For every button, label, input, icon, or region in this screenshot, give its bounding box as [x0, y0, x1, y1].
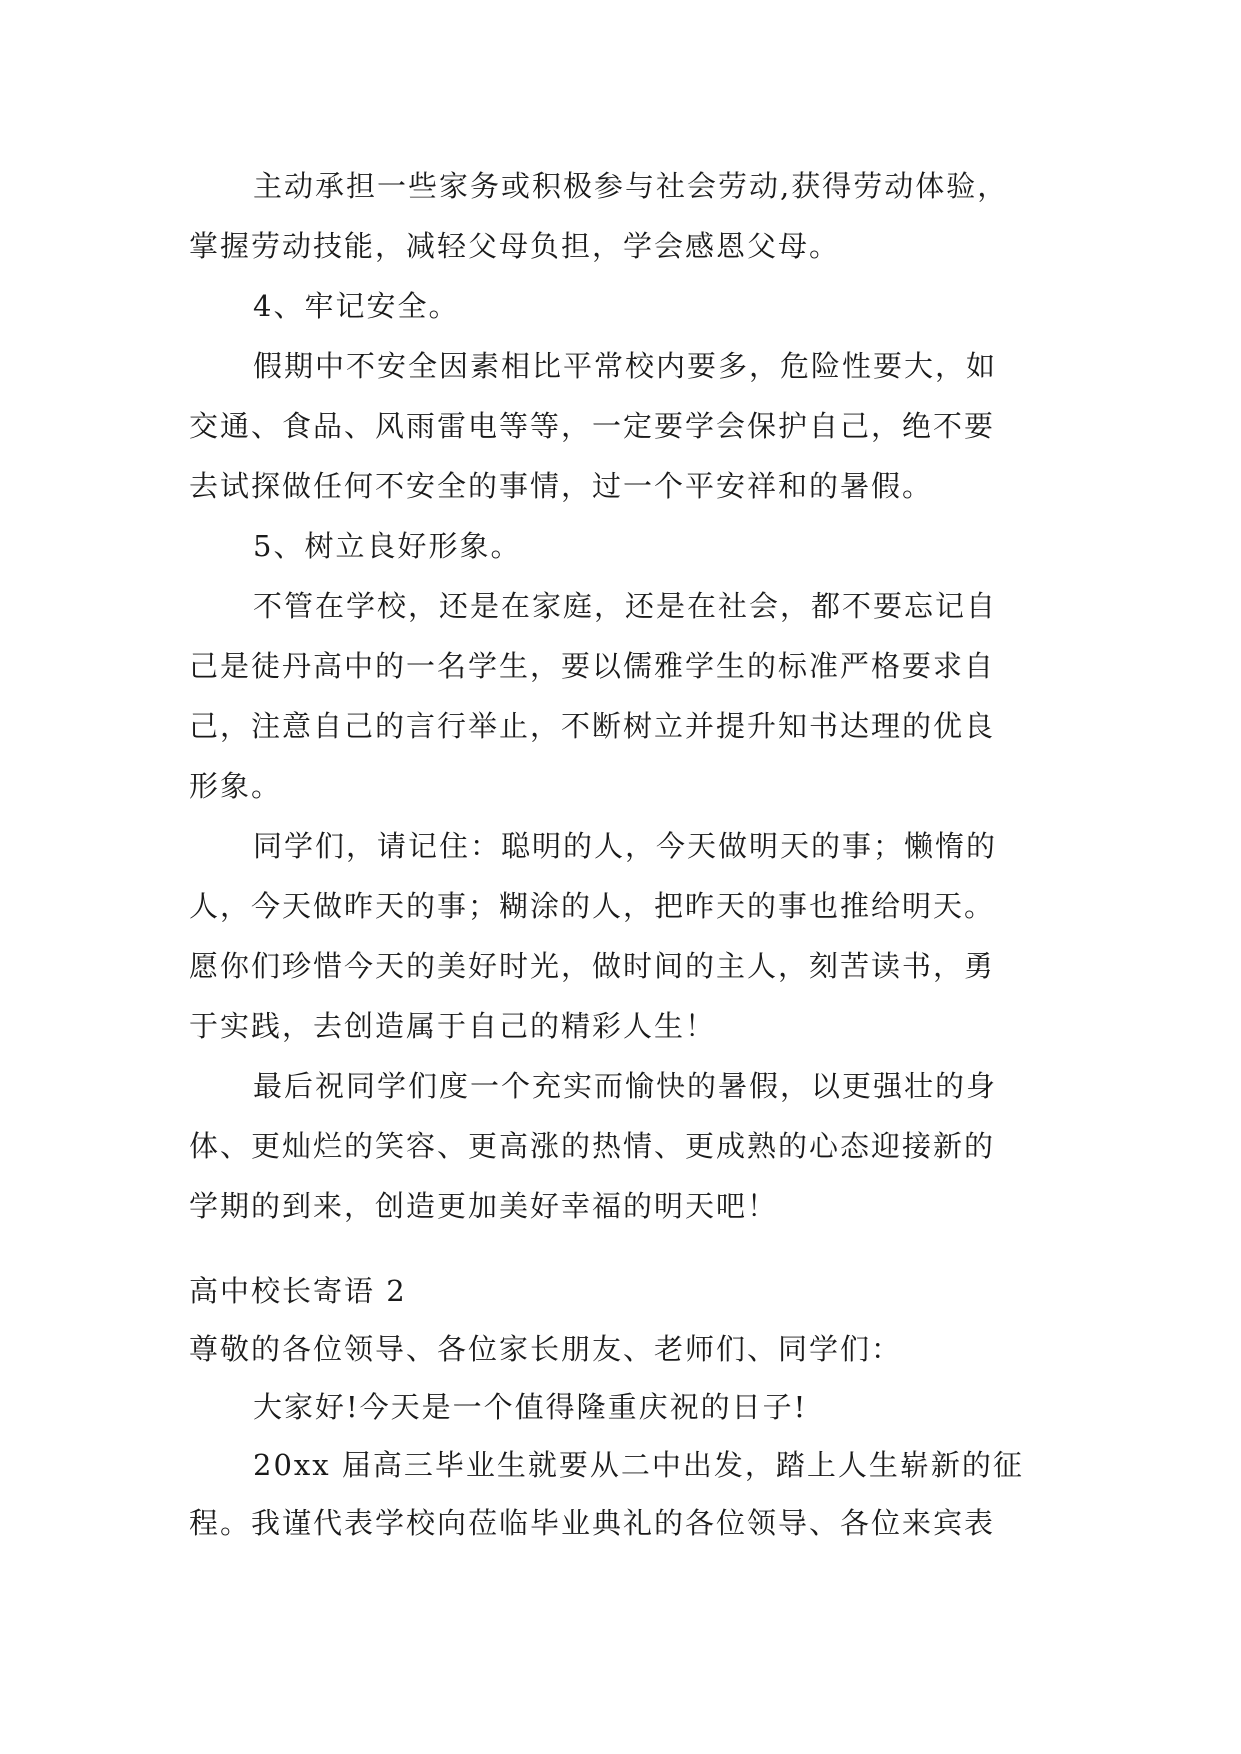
paragraph-line: 掌握劳动技能，减轻父母负担，学会感恩父母。 [189, 229, 841, 263]
body-section-1 [189, 156, 1089, 1236]
paragraph-line: 于实践，去创造属于自己的精彩人生！ [189, 1009, 717, 1043]
section-heading: 5、树立良好形象。 [253, 529, 522, 563]
paragraph-line: 不管在学校，还是在家庭，还是在社会，都不要忘记自 [253, 589, 998, 623]
salutation: 尊敬的各位领导、各位家长朋友、老师们、同学们： [189, 1332, 903, 1366]
paragraph-line: 愿你们珍惜今天的美好时光，做时间的主人，刻苦读书，勇 [189, 949, 996, 983]
paragraph-line: 交通、食品、风雨雷电等等，一定要学会保护自己，绝不要 [189, 409, 996, 443]
paragraph-line: 假期中不安全因素相比平常校内要多，危险性要大，如 [253, 349, 998, 383]
paragraph-line: 同学们，请记住：聪明的人，今天做明天的事；懒惰的 [253, 829, 998, 863]
paragraph-line: 程。我谨代表学校向莅临毕业典礼的各位领导、各位来宾表 [189, 1506, 996, 1540]
document-title: 高中校长寄语 2 [189, 1274, 407, 1308]
body-section-2 [189, 1262, 1089, 1552]
paragraph-line: 体、更灿烂的笑容、更高涨的热情、更成熟的心态迎接新的 [189, 1129, 996, 1163]
paragraph-line: 大家好!今天是一个值得隆重庆祝的日子! [253, 1390, 808, 1424]
paragraph-line: 学期的到来，创造更加美好幸福的明天吧！ [189, 1189, 779, 1223]
paragraph-line: 己是徒丹高中的一名学生，要以儒雅学生的标准严格要求自 [189, 649, 996, 683]
paragraph-line: 己，注意自己的言行举止，不断树立并提升知书达理的优良 [189, 709, 996, 743]
paragraph-line: 主动承担一些家务或积极参与社会劳动,获得劳动体验， [253, 169, 1009, 203]
section-heading: 4、牢记安全。 [253, 289, 460, 323]
paragraph-line: 人，今天做昨天的事；糊涂的人，把昨天的事也推给明天。 [189, 889, 996, 923]
paragraph-line: 20xx 届高三毕业生就要从二中出发，踏上人生崭新的征 [253, 1448, 1024, 1482]
paragraph-line: 最后祝同学们度一个充实而愉快的暑假，以更强壮的身 [253, 1069, 998, 1103]
paragraph-line: 形象。 [189, 769, 283, 803]
paragraph-line: 去试探做任何不安全的事情，过一个平安祥和的暑假。 [189, 469, 934, 503]
